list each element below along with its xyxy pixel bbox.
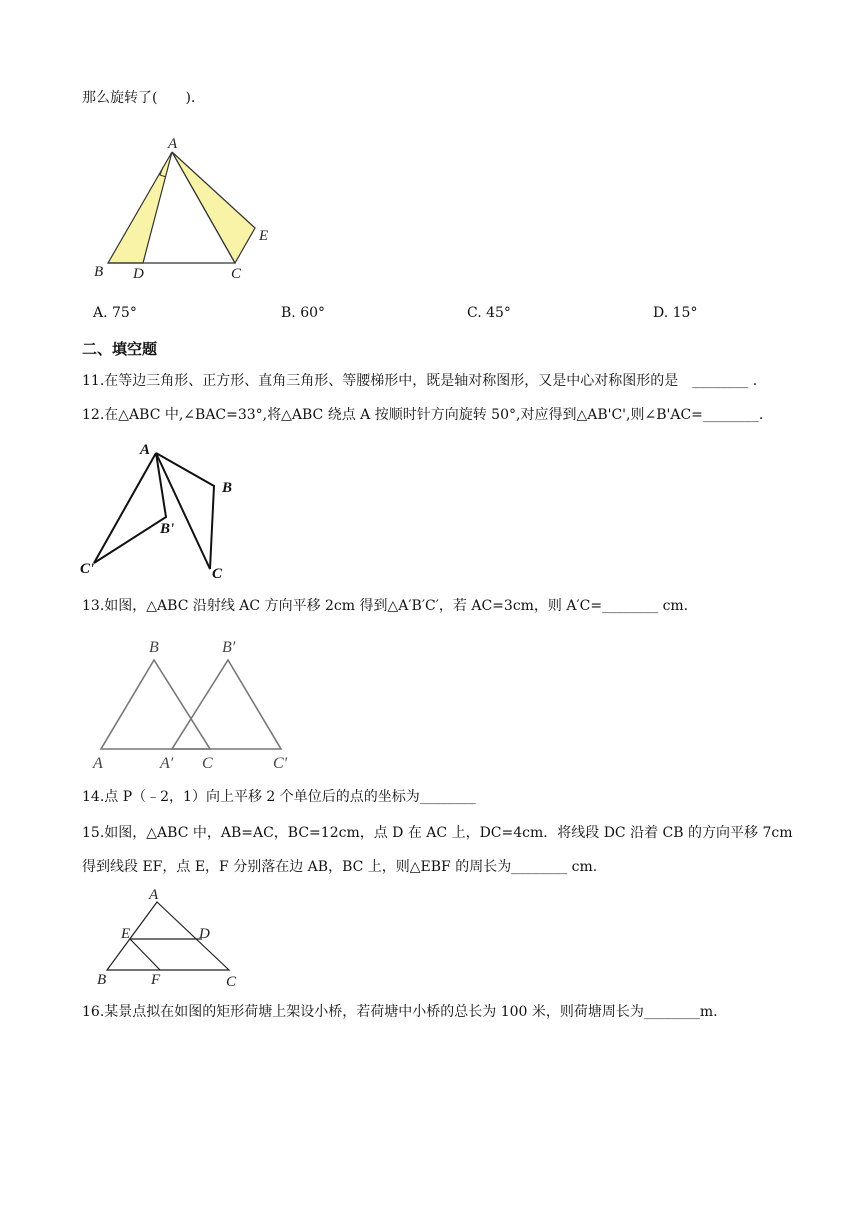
q12-label-b: B	[222, 480, 233, 496]
q13-triangle-abc	[101, 660, 210, 749]
q10-label-b: B	[94, 264, 104, 280]
q13-label-b: B	[149, 639, 159, 656]
q12-label-cp: C'	[80, 561, 95, 577]
q13-label-a: A	[93, 755, 103, 772]
q10-label-d: D	[133, 266, 144, 282]
q15-label-d: D	[199, 926, 210, 942]
q10-text: 那么旋转了( ).	[82, 90, 196, 106]
q12-text: 12.在△ABC 中,∠BAC=33°,将△ABC 绕点 A 按顺时针方向旋转 50°,对应得到△AB'C',则∠B'AC=________.	[82, 407, 764, 423]
q13-figure	[88, 632, 298, 774]
q15-segment-ef	[130, 939, 160, 970]
q15-label-a: A	[149, 887, 159, 903]
q10-label-e: E	[259, 228, 269, 244]
q11-text: 11.在等边三角形、正方形、直角三角形、等腰梯形中，既是轴对称图形，又是中心对称图形的是 ________ .	[82, 373, 758, 389]
q12-label-c: C	[212, 566, 223, 582]
q12-triangle-abpcp	[94, 453, 166, 563]
q10-option-c: C. 45°	[467, 305, 511, 321]
q10-label-a: A	[168, 136, 178, 152]
q12-label-a: A	[140, 442, 151, 458]
q15-label-c: C	[226, 974, 237, 990]
q13-text: 13.如图，△ABC 沿射线 AC 方向平移 2cm 得到△A′B′C′，若 AC=3cm，则 A′C=________ cm.	[82, 598, 689, 614]
q15-label-e: E	[121, 926, 131, 942]
q13-triangle-apbpcp	[172, 660, 281, 749]
q10-option-d: D. 15°	[653, 305, 698, 321]
q10-option-a: A. 75°	[93, 305, 137, 321]
q15-text-line1: 15.如图，△ABC 中，AB=AC，BC=12cm，点 D 在 AC 上，DC=4cm．将线段 DC 沿着 CB 的方向平移 7cm	[82, 825, 793, 841]
q13-label-c: C	[202, 755, 213, 772]
q12-figure	[78, 436, 248, 584]
q16-text: 16.某景点拟在如图的矩形荷塘上架设小桥，若荷塘中小桥的总长为 100 米，则荷塘周长为________m.	[82, 1004, 718, 1020]
q10-figure	[90, 132, 290, 282]
q15-label-b: B	[97, 972, 107, 988]
q12-label-bp: B'	[160, 521, 175, 537]
q13-label-ap: A′	[160, 755, 174, 772]
q15-text-line2: 得到线段 EF，点 E，F 分别落在边 AB，BC 上，则△EBF 的周长为________ cm.	[82, 859, 598, 875]
q13-label-bp: B′	[222, 639, 236, 656]
section-heading: 二、填空题	[82, 340, 158, 358]
q10-option-b: B. 60°	[281, 305, 326, 321]
q13-label-cp: C′	[273, 755, 288, 772]
q10-shaded-triangle-ace	[172, 152, 255, 263]
q14-text: 14.点 P（﹣2，1）向上平移 2 个单位后的点的坐标为________	[82, 789, 476, 805]
q15-label-f: F	[151, 972, 161, 988]
q15-figure	[92, 886, 252, 990]
q10-label-c: C	[231, 266, 242, 282]
